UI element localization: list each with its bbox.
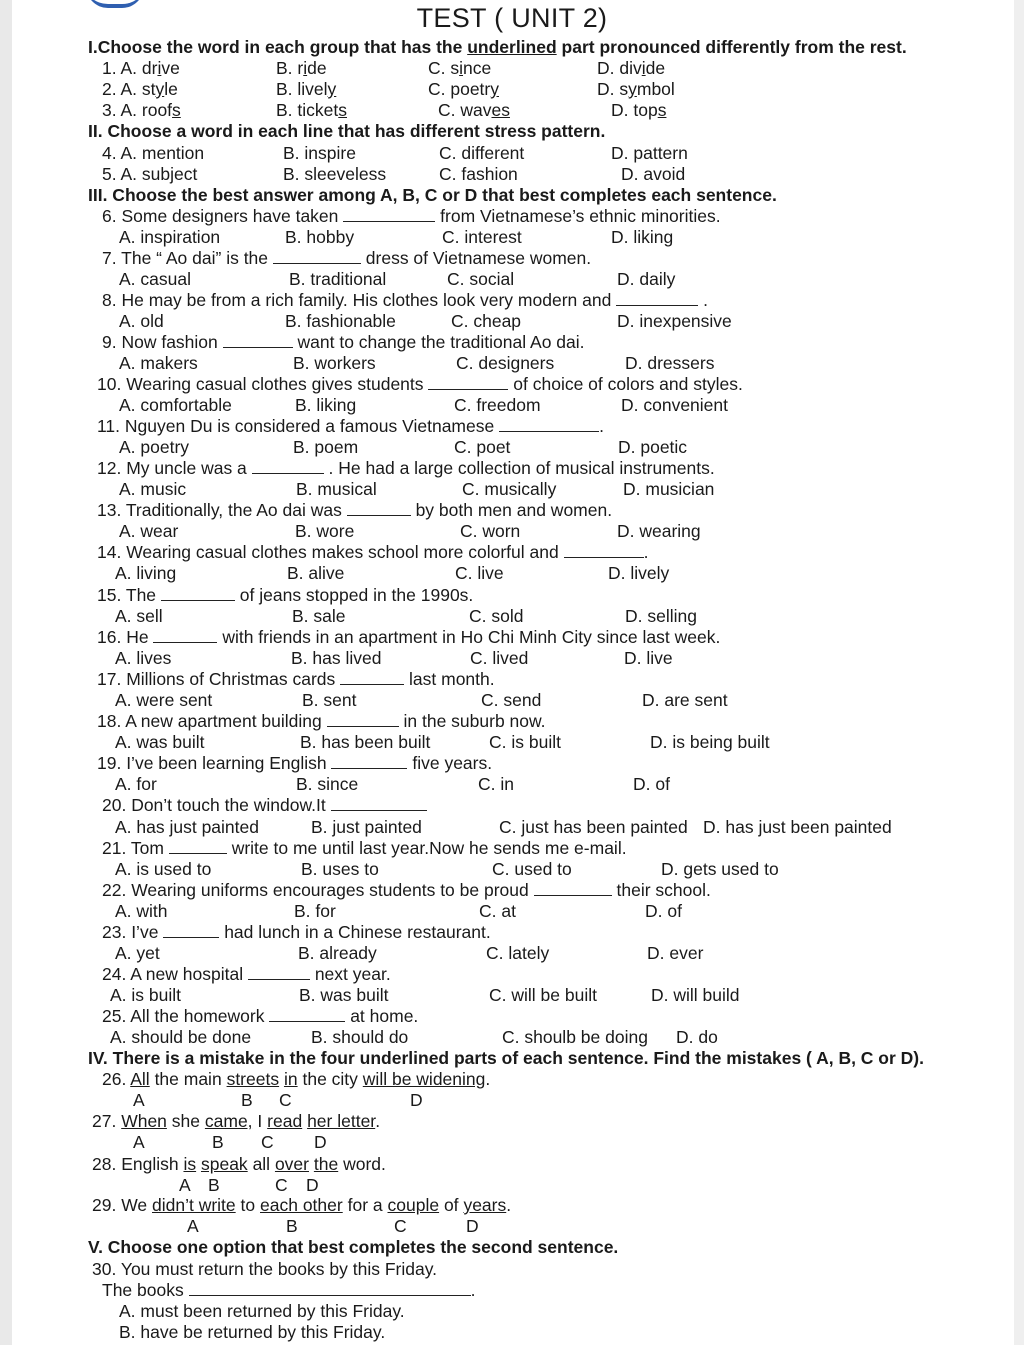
q7-option-b: B. traditional (289, 269, 387, 289)
q20-option-d: D. has just been painted (703, 817, 892, 837)
q8-option-a: A. old (119, 311, 164, 331)
q22-option-b: B. for (294, 901, 336, 921)
q4-option-d: D. pattern (611, 143, 688, 163)
q21-stem: 21. Tom write to me until last year.Now he sends me e-mail. (102, 838, 627, 858)
q15-option-c: C. sold (469, 606, 524, 626)
q27-label-c: C (261, 1132, 274, 1152)
q22-option-c: C. at (479, 901, 516, 921)
q7-stem: 7. The “ Ao dai” is the dress of Vietnamese women. (102, 248, 592, 268)
q22-stem: 22. Wearing uniforms encourages students to be proud their school. (102, 880, 711, 900)
q5-option-a: 5. A. subject (102, 164, 198, 184)
q18-stem: 18. A new apartment building in the suburb now. (97, 711, 546, 731)
section-5-heading: V. Choose one option that best completes the second sentence. (88, 1237, 619, 1257)
q18-option-d: D. is being built (650, 732, 770, 752)
q11-stem: 11. Nguyen Du is considered a famous Vietnamese . (97, 416, 604, 436)
q2-option-b: B. lively (276, 79, 337, 99)
q11-option-a: A. poetry (119, 437, 190, 457)
q8-stem: 8. He may be from a rich family. His clothes look very modern and . (102, 290, 708, 310)
q17-stem: 17. Millions of Christmas cards last month. (97, 669, 495, 689)
q12-stem: 12. My uncle was a . He had a large collection of musical instruments. (97, 458, 715, 478)
q19-option-d: D. of (633, 774, 670, 794)
q16-option-a: A. lives (115, 648, 172, 668)
q12-option-b: B. musical (296, 479, 377, 499)
q2-option-d: D. symbol (597, 79, 675, 99)
q21-option-c: C. used to (492, 859, 572, 879)
q6-option-d: D. liking (611, 227, 674, 247)
section-2-heading: II. Choose a word in each line that has different stress pattern. (88, 121, 606, 141)
q23-option-c: C. lately (486, 943, 550, 963)
q2-option-c: C. poetry (428, 79, 499, 99)
q10-option-c: C. freedom (454, 395, 541, 415)
q15-option-b: B. sale (292, 606, 346, 626)
q17-option-c: C. send (481, 690, 542, 710)
q5-option-b: B. sleeveless (283, 164, 387, 184)
q20-option-a: A. has just painted (115, 817, 259, 837)
q28-label-c: C (275, 1175, 288, 1195)
q6-option-c: C. interest (442, 227, 522, 247)
q16-option-d: D. live (624, 648, 673, 668)
q5-option-d: D. avoid (621, 164, 686, 184)
q6-option-b: B. hobby (285, 227, 355, 247)
q4-option-c: C. different (439, 143, 525, 163)
q26-label-d: D (410, 1090, 423, 1110)
q13-option-b: B. wore (295, 521, 355, 541)
q18-option-a: A. was built (115, 732, 205, 752)
q25-option-a: A. should be done (110, 1027, 252, 1047)
q10-option-d: D. convenient (621, 395, 729, 415)
q10-option-a: A. comfortable (119, 395, 232, 415)
q24-option-d: D. will build (651, 985, 740, 1005)
q2-option-a: 2. A. style (102, 79, 178, 99)
q11-option-d: D. poetic (618, 437, 688, 457)
q12-option-c: C. musically (462, 479, 557, 499)
q1-option-a: 1. A. drive (102, 58, 180, 78)
page-right-edge (1014, 0, 1024, 1345)
q8-option-c: C. cheap (451, 311, 522, 331)
q4-option-b: B. inspire (283, 143, 356, 163)
q10-stem: 10. Wearing casual clothes gives students of choice of colors and styles. (97, 374, 743, 394)
q15-stem: 15. The of jeans stopped in the 1990s. (97, 585, 474, 605)
page-title: TEST ( UNIT 2) (416, 3, 608, 33)
q1-option-b: B. ride (276, 58, 327, 78)
q19-option-a: A. for (115, 774, 157, 794)
q26-sentence: 26. All the main streets in the city will be widening. (102, 1069, 491, 1089)
q13-stem: 13. Traditionally, the Ao dai was by both men and women. (97, 500, 613, 520)
q6-option-a: A. inspiration (119, 227, 221, 247)
q11-option-c: C. poet (454, 437, 511, 457)
q7-option-c: C. social (447, 269, 515, 289)
q7-option-d: D. daily (617, 269, 676, 289)
section-3-heading: III. Choose the best answer among A, B, C or D that best completes each sentence. (88, 185, 777, 205)
q4-option-a: 4. A. mention (102, 143, 205, 163)
q3-option-d: D. tops (611, 100, 667, 120)
q29-label-c: C (394, 1216, 407, 1236)
q18-option-c: C. is built (489, 732, 561, 752)
q18-option-b: B. has been built (300, 732, 431, 752)
q10-option-b: B. liking (295, 395, 357, 415)
q15-option-a: A. sell (115, 606, 163, 626)
q3-option-a: 3. A. roofs (102, 100, 181, 120)
q20-option-c: C. just has been painted (499, 817, 688, 837)
q26-label-a: A (133, 1090, 145, 1110)
q11-option-b: B. poem (293, 437, 359, 457)
section-1-heading: I.Choose the word in each group that has the underlined part pronounced differently from the rest. (88, 37, 907, 57)
q28-label-b: B (208, 1175, 220, 1195)
q25-option-c: C. shoulb be doing (502, 1027, 648, 1047)
q24-option-c: C. will be built (489, 985, 597, 1005)
q17-option-b: B. sent (302, 690, 357, 710)
q15-option-d: D. selling (625, 606, 697, 626)
q13-option-d: D. wearing (617, 521, 701, 541)
q24-option-a: A. is built (110, 985, 181, 1005)
q14-option-b: B. alive (287, 563, 345, 583)
q28-label-a: A (179, 1175, 191, 1195)
q29-label-a: A (187, 1216, 199, 1236)
q13-option-a: A. wear (119, 521, 179, 541)
q28-sentence: 28. English is speak all over the word. (92, 1154, 386, 1174)
q29-label-b: B (286, 1216, 298, 1236)
q23-option-d: D. ever (647, 943, 704, 963)
q23-option-a: A. yet (115, 943, 160, 963)
q30-stem: 30. You must return the books by this Friday. (92, 1259, 438, 1279)
q27-sentence: 27. When she came, I read her letter. (92, 1111, 381, 1131)
q9-stem: 9. Now fashion want to change the traditional Ao dai. (102, 332, 585, 352)
q23-option-b: B. already (298, 943, 377, 963)
q7-option-a: A. casual (119, 269, 191, 289)
q16-option-b: B. has lived (291, 648, 382, 668)
q17-option-d: D. are sent (642, 690, 728, 710)
q13-option-c: C. worn (460, 521, 521, 541)
q24-option-b: B. was built (299, 985, 389, 1005)
q6-stem: 6. Some designers have taken from Vietnamese’s ethnic minorities. (102, 206, 721, 226)
q21-option-b: B. uses to (301, 859, 379, 879)
q30-option-b: B. have be returned by this Friday. (119, 1322, 386, 1342)
q9-option-c: C. designers (456, 353, 555, 373)
q9-option-b: B. workers (293, 353, 376, 373)
q30-option-a: A. must been returned by this Friday. (119, 1301, 405, 1321)
q1-option-c: C. since (428, 58, 492, 78)
q26-label-b: B (241, 1090, 253, 1110)
q14-option-a: A. living (115, 563, 177, 583)
q14-option-c: C. live (455, 563, 504, 583)
q20-stem: 20. Don’t touch the window.It (102, 795, 427, 816)
q9-option-d: D. dressers (625, 353, 715, 373)
q27-label-b: B (212, 1132, 224, 1152)
q16-option-c: C. lived (470, 648, 529, 668)
q21-option-a: A. is used to (115, 859, 212, 879)
q8-option-d: D. inexpensive (617, 311, 732, 331)
q17-option-a: A. were sent (115, 690, 213, 710)
q16-stem: 16. He with friends in an apartment in Ho Chi Minh City since last week. (97, 627, 721, 647)
q29-label-d: D (466, 1216, 479, 1236)
q12-option-d: D. musician (623, 479, 715, 499)
q23-stem: 23. I’ve had lunch in a Chinese restaurant. (102, 922, 491, 942)
q9-option-a: A. makers (119, 353, 198, 373)
q25-option-b: B. should do (311, 1027, 409, 1047)
q27-label-a: A (133, 1132, 145, 1152)
q22-option-a: A. with (115, 901, 168, 921)
q8-option-b: B. fashionable (285, 311, 396, 331)
q22-option-d: D. of (645, 901, 682, 921)
q3-option-b: B. tickets (276, 100, 347, 120)
q27-label-d: D (314, 1132, 327, 1152)
q14-stem: 14. Wearing casual clothes makes school more colorful and . (97, 542, 649, 562)
q28-label-d: D (306, 1175, 319, 1195)
q5-option-c: C. fashion (439, 164, 518, 184)
q19-option-b: B. since (296, 774, 359, 794)
q26-label-c: C (279, 1090, 292, 1110)
q30-prompt: The books . (102, 1280, 476, 1300)
q29-sentence: 29. We didn’t write to each other for a couple of years. (92, 1195, 512, 1215)
section-4-heading: IV. There is a mistake in the four underlined parts of each sentence. Find the mistakes ( A, B, C or D). (88, 1048, 924, 1068)
q21-option-d: D. gets used to (661, 859, 779, 879)
q19-option-c: C. in (478, 774, 514, 794)
q14-option-d: D. lively (608, 563, 670, 583)
q20-option-b: B. just painted (311, 817, 422, 837)
q25-option-d: D. do (676, 1027, 718, 1047)
q1-option-d: D. divide (597, 58, 666, 78)
q3-option-c: C. waves (438, 100, 510, 120)
q25-stem: 25. All the homework at home. (102, 1006, 419, 1026)
page-left-edge (0, 0, 12, 1345)
q12-option-a: A. music (119, 479, 187, 499)
q24-stem: 24. A new hospital next year. (102, 964, 391, 984)
q19-stem: 19. I’ve been learning English five years. (97, 753, 493, 773)
